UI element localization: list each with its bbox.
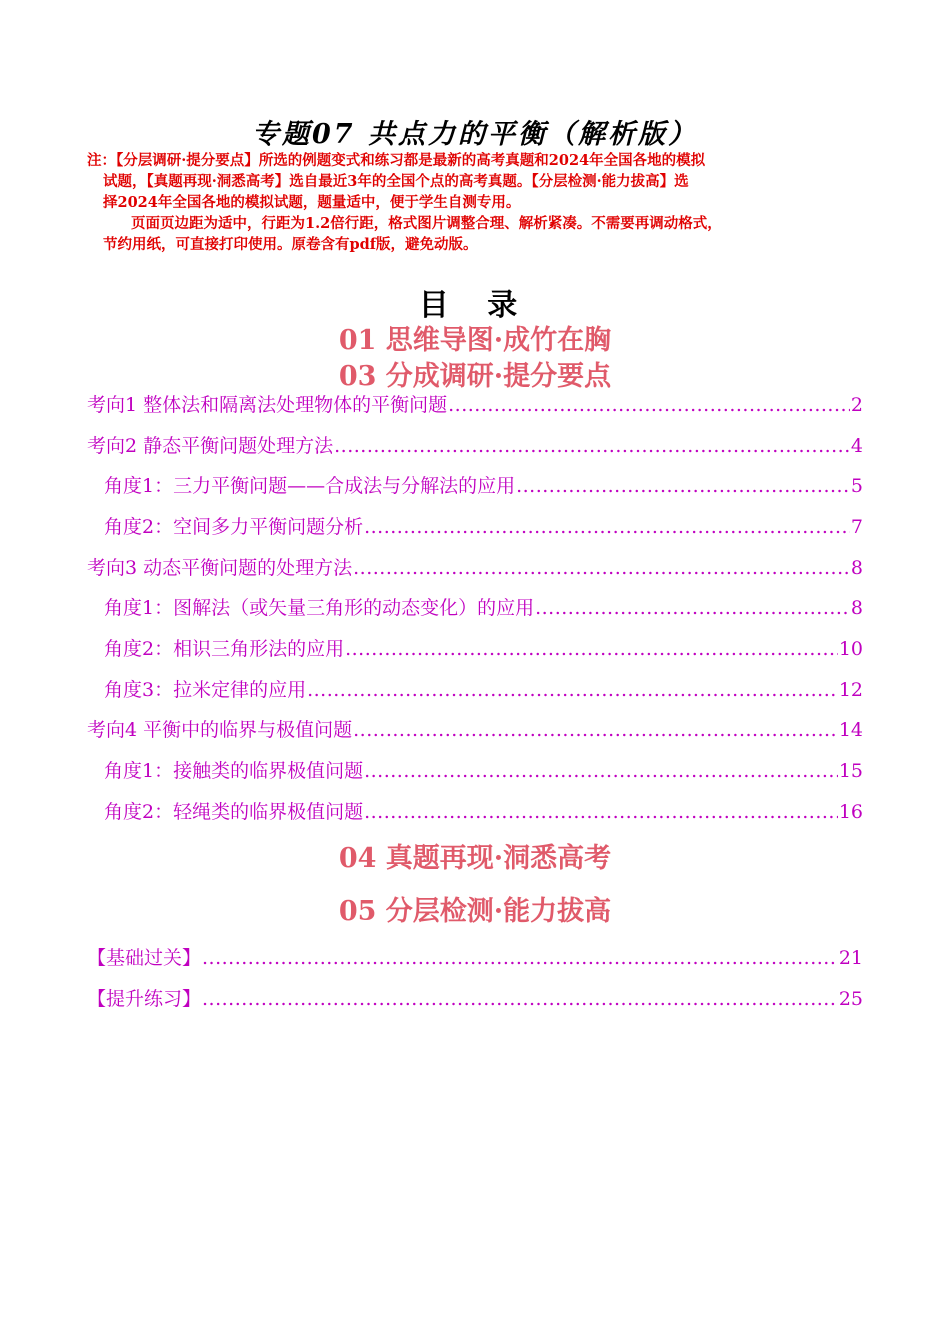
toc-entry[interactable] [104,634,863,661]
toc-entry-label: 角度2：相识三角形法的应用 [104,638,345,660]
toc-entry-label: 考向4 平衡中的临界与极值问题 [87,719,353,741]
toc-leader-dots [364,801,838,823]
toc-entry-page: 8 [850,557,863,579]
toc-entry-label: 角度2：轻绳类的临界极值问题 [104,801,364,823]
section-heading-04: 04 真题再现·洞悉高考 [338,843,612,874]
toc-entry-label: 角度1：三力平衡问题——合成法与分解法的应用 [104,475,516,497]
toc-entry[interactable] [104,675,863,702]
toc-leader-dots [364,760,838,782]
note-line: 试题，【真题再现·洞悉高考】选自最近3年的全国个点的高考真题。【分层检测·能力拔高】选 [103,173,689,190]
toc-entry-page: 2 [850,394,863,416]
toc-entry[interactable] [104,593,863,620]
toc-entry-label: 【提升练习】 [87,988,202,1010]
toc-leader-dots [345,638,838,660]
toc-leader-dots [353,719,838,741]
toc-entry[interactable] [87,390,863,417]
toc-entry-page: 14 [838,719,863,741]
section-heading-01: 01 思维导图·成竹在胸 [338,325,612,356]
toc-entry[interactable] [87,431,863,458]
toc-entry[interactable] [104,756,863,783]
usage-note [87,150,867,255]
toc-entry-label: 角度3：拉米定律的应用 [104,679,307,701]
toc-entry[interactable] [87,943,863,970]
toc-entry[interactable] [87,553,863,580]
toc-entry-page: 7 [850,516,863,538]
toc-entry-page: 8 [850,597,863,619]
note-line: 注：【分层调研·提分要点】所选的例题变式和练习都是最新的高考真题和2024年全国各地的模拟 [87,152,706,169]
toc-entry-label: 【基础过关】 [87,947,202,969]
toc-entry[interactable] [87,715,863,742]
toc-entry-label: 角度1：图解法（或矢量三角形的动态变化）的应用 [104,597,535,619]
toc-entry-page: 16 [838,801,863,823]
toc-leader-dots [334,435,850,457]
toc-leader-dots [516,475,850,497]
section-heading-05: 05 分层检测·能力拔高 [338,896,612,927]
toc-leader-dots [202,947,838,969]
toc-entry-page: 25 [838,988,863,1010]
toc-entry-label: 角度1：接触类的临界极值问题 [104,760,364,782]
toc-entry-page: 4 [850,435,863,457]
toc-entry-page: 12 [838,679,863,701]
toc-entry[interactable] [87,984,863,1011]
toc-entry-page: 15 [838,760,863,782]
toc-entry-label: 角度2：空间多力平衡问题分析 [104,516,364,538]
toc-entry-label: 考向2 静态平衡问题处理方法 [87,435,334,457]
toc-entry[interactable] [104,797,863,824]
toc-leader-dots [202,988,838,1010]
document-title: 专题07 共点力的平衡（解析版） [252,119,698,150]
toc-leader-dots [307,679,838,701]
toc-entry-label: 考向1 整体法和隔离法处理物体的平衡问题 [87,394,448,416]
toc-heading: 目 录 [418,288,532,323]
toc-entry[interactable] [104,471,863,498]
note-line: 节约用纸，可直接打印使用。原卷含有pdf版，避免动版。 [103,236,478,253]
toc-entry-label: 考向3 动态平衡问题的处理方法 [87,557,353,579]
toc-entry-page: 21 [838,947,863,969]
toc-entry[interactable] [104,512,863,539]
toc-entry-page: 10 [838,638,863,660]
toc-leader-dots [364,516,850,538]
toc-leader-dots [353,557,850,579]
note-line: 页面页边距为适中，行距为1.2倍行距，格式图片调整合理、解析紧凑。不需要再调动格式， [131,215,722,232]
toc-leader-dots [535,597,850,619]
toc-entry-page: 5 [850,475,863,497]
section-heading-03: 03 分成调研·提分要点 [338,361,612,392]
toc-leader-dots [448,394,850,416]
note-line: 择2024年全国各地的模拟试题，题量适中，便于学生自测专用。 [103,194,521,211]
